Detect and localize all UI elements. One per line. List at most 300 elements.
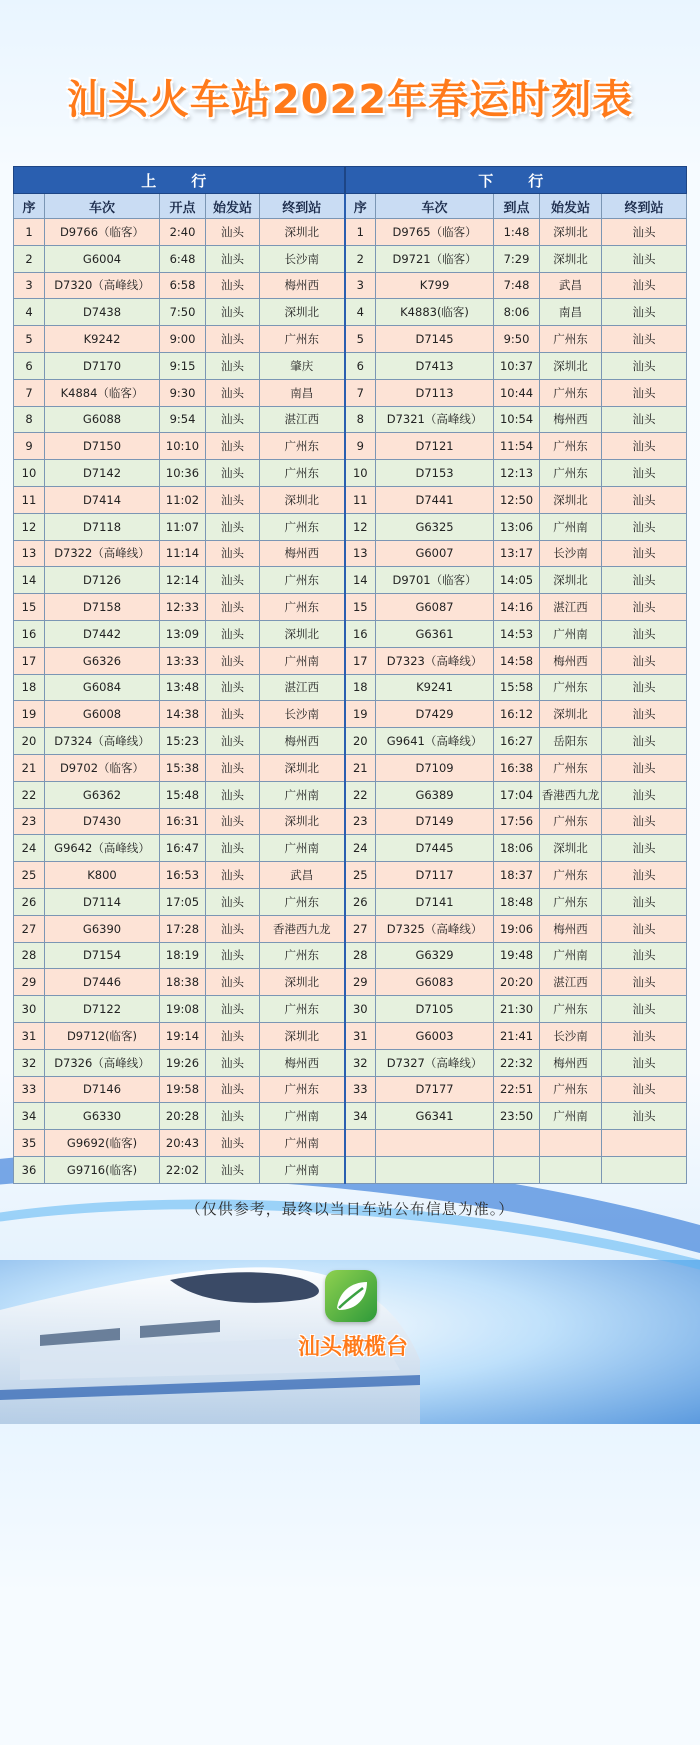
up-origin-cell: 汕头 [206,915,260,942]
up-train-cell: D7150 [45,433,160,460]
up-train-cell: G6088 [45,406,160,433]
down-train-cell: G6003 [376,1022,494,1049]
up-seq-cell: 8 [14,406,45,433]
table-row [14,352,687,379]
up-time-cell: 22:02 [160,1156,206,1183]
down-time-cell: 14:05 [494,567,540,594]
down-origin-cell: 长沙南 [540,540,602,567]
down-origin-cell: 深圳北 [540,352,602,379]
table-row [14,540,687,567]
up-destination-cell: 武昌 [260,862,345,889]
up-seq-cell: 35 [14,1130,45,1157]
col-header-down-origin: 始发站 [540,194,602,219]
up-train-cell: G6326 [45,647,160,674]
up-time-cell: 16:53 [160,862,206,889]
down-destination-cell: 汕头 [602,513,687,540]
down-train-cell: D7323（高峰线） [376,647,494,674]
down-time-cell: 15:58 [494,674,540,701]
up-origin-cell: 汕头 [206,219,260,246]
down-time-cell: 19:48 [494,942,540,969]
up-destination-cell: 广州东 [260,1076,345,1103]
down-time-cell: 9:50 [494,326,540,353]
down-destination-cell: 汕头 [602,406,687,433]
up-seq-cell: 9 [14,433,45,460]
col-header-down-train: 车次 [376,194,494,219]
up-time-cell: 9:54 [160,406,206,433]
down-seq-cell: 14 [345,567,376,594]
up-origin-cell: 汕头 [206,379,260,406]
down-destination-cell: 汕头 [602,433,687,460]
up-origin-cell: 汕头 [206,326,260,353]
up-time-cell: 12:14 [160,567,206,594]
down-train-cell [376,1130,494,1157]
up-destination-cell: 广州南 [260,835,345,862]
down-time-cell: 20:20 [494,969,540,996]
down-destination-cell: 汕头 [602,245,687,272]
down-destination-cell: 汕头 [602,674,687,701]
page-title: 汕头火车站2022年春运时刻表 [66,77,634,123]
up-origin-cell: 汕头 [206,567,260,594]
down-destination-cell: 汕头 [602,996,687,1023]
down-origin-cell: 深圳北 [540,835,602,862]
down-destination-cell: 汕头 [602,486,687,513]
down-origin-cell: 广州东 [540,808,602,835]
down-train-cell [376,1156,494,1183]
down-seq-cell: 17 [345,647,376,674]
table-row [14,406,687,433]
table-row [14,888,687,915]
down-train-cell: D7153 [376,460,494,487]
up-destination-cell: 深圳北 [260,808,345,835]
down-train-cell: G9641（高峰线） [376,728,494,755]
down-origin-cell: 长沙南 [540,1022,602,1049]
down-seq-cell: 25 [345,862,376,889]
down-time-cell: 19:06 [494,915,540,942]
down-train-cell: D7109 [376,754,494,781]
down-train-cell: G6329 [376,942,494,969]
up-time-cell: 15:38 [160,754,206,781]
table-row [14,701,687,728]
down-origin-cell: 广州南 [540,942,602,969]
down-seq-cell: 1 [345,219,376,246]
down-seq-cell: 12 [345,513,376,540]
down-destination-cell: 汕头 [602,460,687,487]
down-seq-cell: 33 [345,1076,376,1103]
down-seq-cell: 22 [345,781,376,808]
col-header-up-destination: 终到站 [260,194,345,219]
table-row [14,299,687,326]
up-destination-cell: 长沙南 [260,701,345,728]
down-train-cell: D7117 [376,862,494,889]
up-destination-cell: 湛江西 [260,674,345,701]
up-time-cell: 17:28 [160,915,206,942]
down-time-cell: 7:48 [494,272,540,299]
down-train-cell: G6389 [376,781,494,808]
direction-down-label: 下 行 [345,167,687,194]
down-origin-cell: 广州东 [540,1076,602,1103]
table-row [14,862,687,889]
olive-leaf-icon [325,1270,377,1322]
up-destination-cell: 深圳北 [260,1022,345,1049]
up-seq-cell: 36 [14,1156,45,1183]
down-train-cell: D7105 [376,996,494,1023]
up-origin-cell: 汕头 [206,1022,260,1049]
up-train-cell: G6390 [45,915,160,942]
up-destination-cell: 湛江西 [260,406,345,433]
up-origin-cell: 汕头 [206,540,260,567]
up-train-cell: D7324（高峰线） [45,728,160,755]
down-origin-cell: 广州东 [540,754,602,781]
down-destination-cell [602,1156,687,1183]
table-row [14,272,687,299]
up-seq-cell: 5 [14,326,45,353]
down-seq-cell: 15 [345,594,376,621]
down-destination-cell: 汕头 [602,352,687,379]
down-origin-cell: 梅州西 [540,647,602,674]
down-destination-cell: 汕头 [602,862,687,889]
direction-up-label: 上 行 [14,167,345,194]
down-destination-cell: 汕头 [602,754,687,781]
up-destination-cell: 深圳北 [260,219,345,246]
down-train-cell: K799 [376,272,494,299]
down-seq-cell: 7 [345,379,376,406]
down-seq-cell: 3 [345,272,376,299]
col-header-down-seq: 序 [345,194,376,219]
down-destination-cell: 汕头 [602,728,687,755]
table-row [14,620,687,647]
down-seq-cell: 11 [345,486,376,513]
down-train-cell: D9721（临客） [376,245,494,272]
up-train-cell: G9692(临客) [45,1130,160,1157]
up-destination-cell: 广州南 [260,1103,345,1130]
down-origin-cell: 梅州西 [540,915,602,942]
up-time-cell: 9:00 [160,326,206,353]
down-origin-cell: 广州东 [540,379,602,406]
down-origin-cell: 湛江西 [540,969,602,996]
down-seq-cell: 28 [345,942,376,969]
up-origin-cell: 汕头 [206,781,260,808]
down-time-cell: 13:17 [494,540,540,567]
up-destination-cell: 香港西九龙 [260,915,345,942]
down-destination-cell: 汕头 [602,620,687,647]
down-time-cell: 21:41 [494,1022,540,1049]
table-row [14,996,687,1023]
down-train-cell: K4883(临客) [376,299,494,326]
up-destination-cell: 广州南 [260,1156,345,1183]
table-row [14,567,687,594]
down-train-cell: K9241 [376,674,494,701]
col-header-up-seq: 序 [14,194,45,219]
down-time-cell: 17:04 [494,781,540,808]
up-train-cell: G9716(临客) [45,1156,160,1183]
up-destination-cell: 深圳北 [260,620,345,647]
down-destination-cell [602,1130,687,1157]
down-origin-cell: 深圳北 [540,219,602,246]
up-origin-cell: 汕头 [206,942,260,969]
down-train-cell: D7141 [376,888,494,915]
down-origin-cell: 广州南 [540,1103,602,1130]
up-train-cell: G6330 [45,1103,160,1130]
up-seq-cell: 31 [14,1022,45,1049]
down-train-cell: D7429 [376,701,494,728]
down-destination-cell: 汕头 [602,1103,687,1130]
up-time-cell: 11:02 [160,486,206,513]
down-time-cell: 16:38 [494,754,540,781]
down-seq-cell: 2 [345,245,376,272]
down-origin-cell: 深圳北 [540,486,602,513]
down-time-cell: 22:32 [494,1049,540,1076]
up-train-cell: D7122 [45,996,160,1023]
table-row [14,513,687,540]
down-seq-cell: 8 [345,406,376,433]
up-origin-cell: 汕头 [206,513,260,540]
up-destination-cell: 广州东 [260,326,345,353]
col-header-up-train: 车次 [45,194,160,219]
down-origin-cell: 广州东 [540,862,602,889]
up-seq-cell: 22 [14,781,45,808]
up-destination-cell: 广州东 [260,513,345,540]
up-time-cell: 2:40 [160,219,206,246]
table-row [14,728,687,755]
up-origin-cell: 汕头 [206,808,260,835]
down-seq-cell: 31 [345,1022,376,1049]
up-origin-cell: 汕头 [206,728,260,755]
up-seq-cell: 2 [14,245,45,272]
table-row [14,647,687,674]
up-time-cell: 20:43 [160,1130,206,1157]
up-destination-cell: 广州南 [260,647,345,674]
up-train-cell: D9766（临客） [45,219,160,246]
down-train-cell: D7445 [376,835,494,862]
up-train-cell: G6362 [45,781,160,808]
down-origin-cell: 南昌 [540,299,602,326]
table-row [14,460,687,487]
down-time-cell: 1:48 [494,219,540,246]
down-time-cell: 8:06 [494,299,540,326]
up-seq-cell: 34 [14,1103,45,1130]
up-seq-cell: 26 [14,888,45,915]
up-time-cell: 13:48 [160,674,206,701]
up-seq-cell: 33 [14,1076,45,1103]
up-origin-cell: 汕头 [206,460,260,487]
down-origin-cell: 广州东 [540,888,602,915]
down-origin-cell: 广州东 [540,326,602,353]
up-train-cell: D7114 [45,888,160,915]
down-origin-cell: 湛江西 [540,594,602,621]
down-destination-cell: 汕头 [602,594,687,621]
down-train-cell: D7327（高峰线） [376,1049,494,1076]
up-seq-cell: 23 [14,808,45,835]
down-time-cell: 10:44 [494,379,540,406]
up-destination-cell: 广州东 [260,567,345,594]
up-seq-cell: 14 [14,567,45,594]
down-destination-cell: 汕头 [602,299,687,326]
down-time-cell: 10:54 [494,406,540,433]
table-row [14,915,687,942]
down-origin-cell: 梅州西 [540,406,602,433]
up-time-cell: 7:50 [160,299,206,326]
down-time-cell: 16:27 [494,728,540,755]
up-origin-cell: 汕头 [206,1130,260,1157]
up-destination-cell: 梅州西 [260,540,345,567]
down-seq-cell: 24 [345,835,376,862]
up-seq-cell: 1 [14,219,45,246]
down-origin-cell: 梅州西 [540,1049,602,1076]
up-seq-cell: 19 [14,701,45,728]
up-time-cell: 16:31 [160,808,206,835]
down-seq-cell: 10 [345,460,376,487]
table-row [14,326,687,353]
up-destination-cell: 广州东 [260,888,345,915]
up-origin-cell: 汕头 [206,888,260,915]
down-destination-cell: 汕头 [602,219,687,246]
up-destination-cell: 梅州西 [260,728,345,755]
down-destination-cell: 汕头 [602,808,687,835]
up-train-cell: D7126 [45,567,160,594]
down-time-cell: 18:48 [494,888,540,915]
down-train-cell: D7321（高峰线） [376,406,494,433]
up-seq-cell: 21 [14,754,45,781]
down-origin-cell: 广州南 [540,620,602,647]
up-time-cell: 6:58 [160,272,206,299]
up-destination-cell: 梅州西 [260,272,345,299]
down-origin-cell [540,1156,602,1183]
table-row [14,781,687,808]
up-time-cell: 10:10 [160,433,206,460]
table-row [14,486,687,513]
up-origin-cell: 汕头 [206,594,260,621]
up-destination-cell: 南昌 [260,379,345,406]
up-seq-cell: 20 [14,728,45,755]
down-destination-cell: 汕头 [602,835,687,862]
up-destination-cell: 广州南 [260,1130,345,1157]
table-row [14,1156,687,1183]
up-origin-cell: 汕头 [206,299,260,326]
down-seq-cell: 16 [345,620,376,647]
down-destination-cell: 汕头 [602,701,687,728]
down-seq-cell: 34 [345,1103,376,1130]
up-train-cell: D7170 [45,352,160,379]
table-row [14,674,687,701]
down-seq-cell [345,1130,376,1157]
down-time-cell: 18:06 [494,835,540,862]
down-destination-cell: 汕头 [602,1049,687,1076]
disclaimer-note: （仅供参考，最终以当日车站公布信息为准。） [185,1200,515,1218]
up-train-cell: D7442 [45,620,160,647]
down-origin-cell: 深圳北 [540,567,602,594]
down-destination-cell: 汕头 [602,540,687,567]
down-time-cell: 14:58 [494,647,540,674]
down-destination-cell: 汕头 [602,915,687,942]
up-train-cell: G6004 [45,245,160,272]
down-train-cell: G6083 [376,969,494,996]
up-origin-cell: 汕头 [206,352,260,379]
up-time-cell: 19:14 [160,1022,206,1049]
direction-header-row [14,167,687,194]
down-destination-cell: 汕头 [602,379,687,406]
down-origin-cell: 广州东 [540,460,602,487]
up-time-cell: 18:19 [160,942,206,969]
down-seq-cell: 29 [345,969,376,996]
down-train-cell: D7325（高峰线） [376,915,494,942]
up-seq-cell: 17 [14,647,45,674]
down-time-cell: 10:37 [494,352,540,379]
up-seq-cell: 25 [14,862,45,889]
down-seq-cell: 23 [345,808,376,835]
up-train-cell: K800 [45,862,160,889]
down-seq-cell: 27 [345,915,376,942]
down-seq-cell: 9 [345,433,376,460]
down-time-cell: 14:53 [494,620,540,647]
down-train-cell: D9701（临客） [376,567,494,594]
down-origin-cell: 深圳北 [540,701,602,728]
up-train-cell: K4884（临客） [45,379,160,406]
up-time-cell: 12:33 [160,594,206,621]
table-row [14,433,687,460]
up-origin-cell: 汕头 [206,1076,260,1103]
up-seq-cell: 13 [14,540,45,567]
down-time-cell: 17:56 [494,808,540,835]
up-destination-cell: 深圳北 [260,486,345,513]
down-time-cell: 12:50 [494,486,540,513]
down-train-cell: D7145 [376,326,494,353]
down-seq-cell [345,1156,376,1183]
up-train-cell: G9642（高峰线） [45,835,160,862]
up-train-cell: K9242 [45,326,160,353]
up-origin-cell: 汕头 [206,272,260,299]
up-time-cell: 9:15 [160,352,206,379]
down-destination-cell: 汕头 [602,567,687,594]
table-row [14,1076,687,1103]
table-row [14,245,687,272]
up-train-cell: G6008 [45,701,160,728]
up-train-cell: D7158 [45,594,160,621]
up-train-cell: D7446 [45,969,160,996]
up-origin-cell: 汕头 [206,245,260,272]
down-time-cell: 12:13 [494,460,540,487]
down-time-cell: 18:37 [494,862,540,889]
down-destination-cell: 汕头 [602,1076,687,1103]
down-seq-cell: 26 [345,888,376,915]
up-time-cell: 18:38 [160,969,206,996]
up-seq-cell: 32 [14,1049,45,1076]
up-destination-cell: 肇庆 [260,352,345,379]
up-time-cell: 13:33 [160,647,206,674]
up-destination-cell: 广州东 [260,594,345,621]
brand-name: 汕头橄榄台 [297,1335,408,1360]
table-row [14,219,687,246]
up-seq-cell: 4 [14,299,45,326]
down-time-cell: 22:51 [494,1076,540,1103]
down-origin-cell: 香港西九龙 [540,781,602,808]
up-seq-cell: 10 [14,460,45,487]
down-destination-cell: 汕头 [602,942,687,969]
down-time-cell: 7:29 [494,245,540,272]
down-seq-cell: 19 [345,701,376,728]
table-row [14,808,687,835]
down-train-cell: D7149 [376,808,494,835]
down-origin-cell: 深圳北 [540,245,602,272]
down-seq-cell: 21 [345,754,376,781]
col-header-up-origin: 始发站 [206,194,260,219]
table-row [14,594,687,621]
up-destination-cell: 广州东 [260,996,345,1023]
up-time-cell: 19:58 [160,1076,206,1103]
down-destination-cell: 汕头 [602,969,687,996]
up-train-cell: D7430 [45,808,160,835]
up-seq-cell: 16 [14,620,45,647]
up-time-cell: 15:48 [160,781,206,808]
